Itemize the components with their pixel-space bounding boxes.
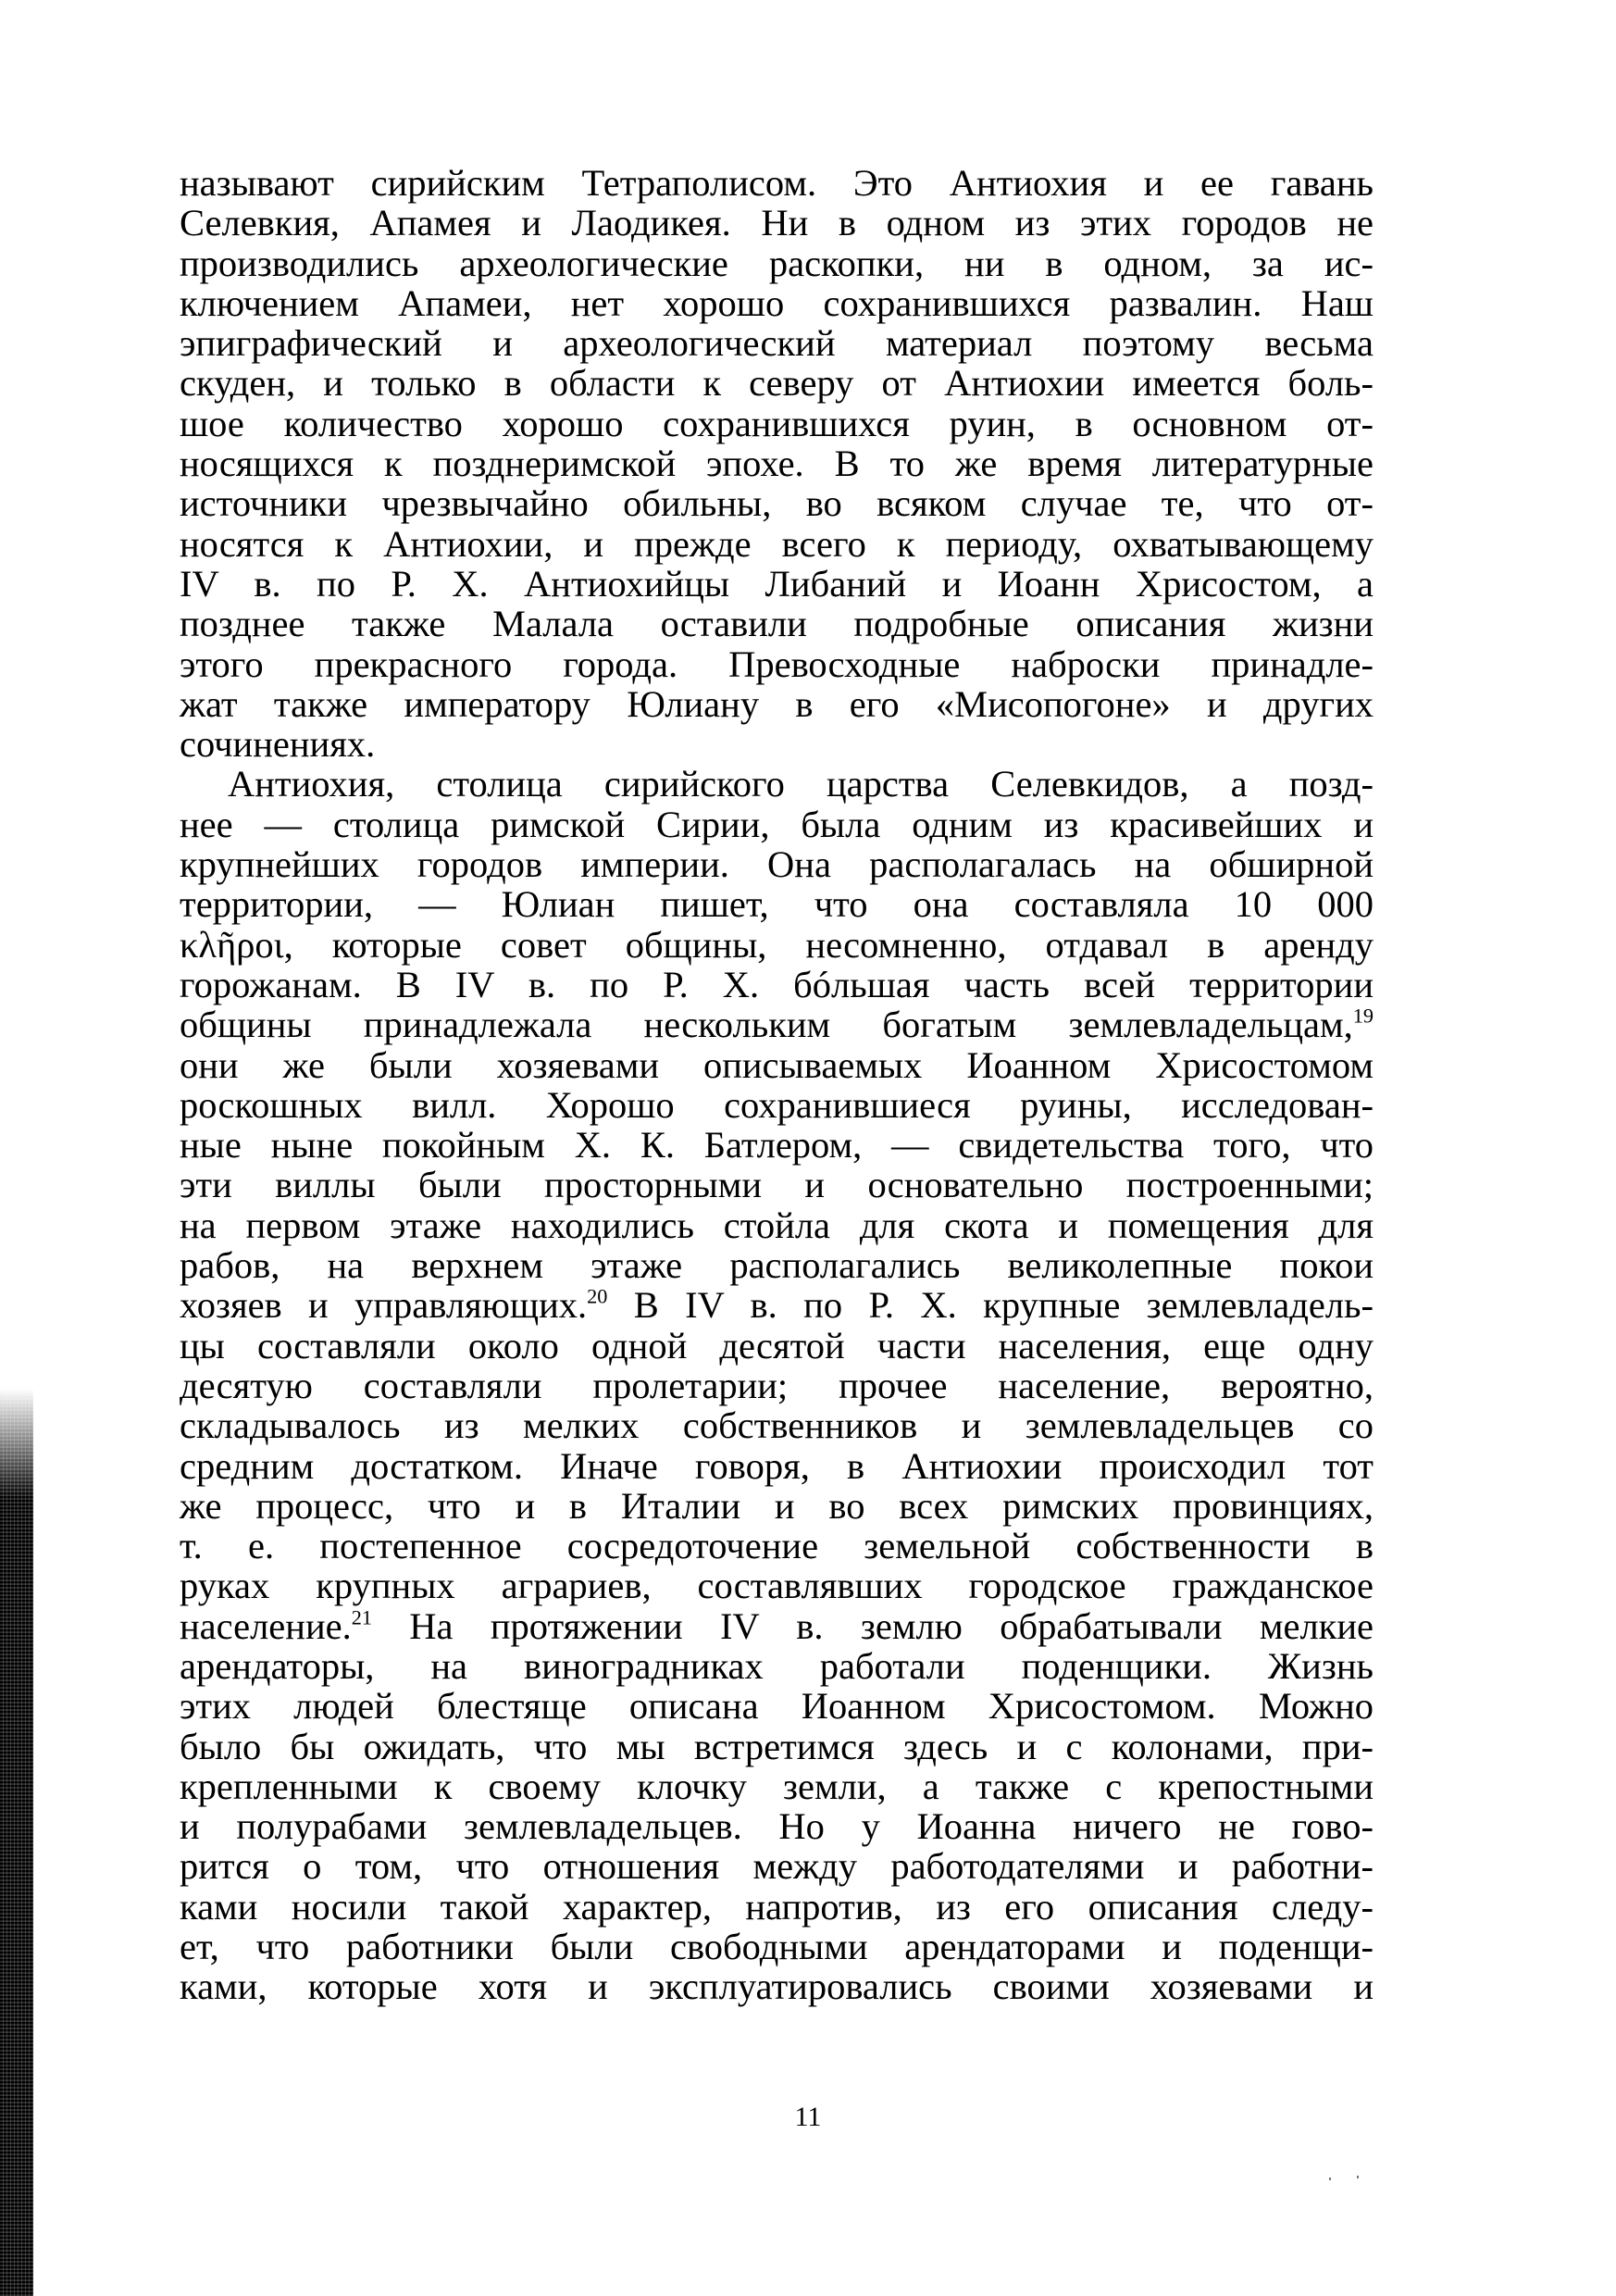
text-line: рится о том, что отношения между работодателями и работни-	[180, 1845, 1374, 1888]
text-line: позднее также Малала оставили подробные описания жизни	[180, 603, 1374, 645]
text-line: территории, — Юлиан пишет, что она составляла 10 000	[180, 883, 1374, 926]
scan-speck	[1329, 2177, 1331, 2180]
text-line: было бы ожидать, что мы встретимся здесь и с колонами, при-	[180, 1725, 1374, 1767]
text-line: IV в. по Р. Х. Антиохийцы Либаний и Иоанн Хрисостом, а	[180, 562, 1374, 605]
text-line-with-footnote	[180, 1606, 1374, 1646]
page-body	[180, 163, 1374, 2007]
paragraph-2	[180, 764, 1374, 2006]
text-segment: население.	[180, 1604, 352, 1647]
text-line: называют сирийским Тетраполисом. Это Антиохия и ее гавань	[180, 162, 1374, 204]
text-line: шое количество хорошо сохранившихся руин, в основном от-	[180, 402, 1374, 444]
text-line: носящихся к позднеримской эпохе. В то же время литературные	[180, 443, 1374, 485]
footnote-ref-20[interactable]: 20	[587, 1284, 608, 1308]
text-line: ет, что работники были свободными арендаторами и поденщи-	[180, 1926, 1374, 1968]
text-line: крупнейших городов империи. Она располагалась на обширной	[180, 843, 1374, 886]
text-line: скуден, и только в области к северу от Антиохии имеется боль-	[180, 362, 1374, 405]
text-line: крепленными к своему клочку земли, а также с крепостными	[180, 1765, 1374, 1807]
text-line: на первом этаже находились стойла для скота и помещения для	[180, 1204, 1374, 1246]
paragraph-1	[180, 163, 1374, 764]
text-line: ключением Апамеи, нет хорошо сохранившихся развалин. Наш	[180, 281, 1374, 324]
text-line: сочинениях.	[180, 723, 376, 766]
text-line-with-footnote	[180, 1004, 1374, 1044]
text-line: производились археологические раскопки, ни в одном, за ис-	[180, 242, 1374, 284]
text-line: и полурабами землевладельцев. Но у Иоанна ничего не гово-	[180, 1805, 1374, 1848]
scan-binding-edge	[0, 1389, 33, 2296]
scan-speck	[1357, 2176, 1359, 2178]
text-segment: хозяев и управляющих.	[180, 1284, 588, 1327]
text-line: κλῆροι, которые совет общины, несомненно, отдавал в аренду	[180, 923, 1374, 966]
text-segment: общины принадлежала нескольким богатым землевладельцам,	[180, 1004, 1353, 1046]
text-line: жат также императору Юлиану в его «Мисопогоне» и других	[180, 682, 1374, 725]
text-line: десятую составляли пролетарии; прочее население, вероятно,	[180, 1364, 1374, 1406]
text-line: же процесс, что и в Италии и во всех римских провинциях,	[180, 1484, 1374, 1527]
text-line: горожанам. В IV в. по Р. Х. бóльшая часть всей территории	[180, 963, 1374, 1005]
text-segment: В IV в. по Р. Х. крупные землевладель-	[607, 1284, 1374, 1327]
text-line: цы составляли около одной десятой части населения, еще одну	[180, 1324, 1374, 1366]
text-line: этого прекрасного города. Превосходные наброски принадле-	[180, 643, 1374, 685]
text-line: т. е. постепенное сосредоточение земельной собственности в	[180, 1525, 1374, 1567]
page-number: 11	[794, 2102, 822, 2132]
text-line: источники чрезвычайно обильны, во всяком случае те, что от-	[180, 482, 1374, 525]
text-line: руках крупных аграриев, составлявших городское гражданское	[180, 1565, 1374, 1607]
text-line: нее — столица римской Сирии, была одним из красивейших и	[180, 803, 1374, 845]
footnote-ref-19[interactable]: 19	[1352, 1004, 1374, 1028]
text-line: арендаторы, на виноградниках работали поденщики. Жизнь	[180, 1644, 1374, 1687]
text-line: ками носили такой характер, напротив, из его описания следу-	[180, 1885, 1374, 1928]
text-segment: На протяжении IV в. землю обрабатывали мелкие	[372, 1604, 1374, 1647]
text-line: роскошных вилл. Хорошо сохранившиеся руины, исследован-	[180, 1083, 1374, 1126]
text-line: носятся к Антиохии, и прежде всего к периоду, охватывающему	[180, 522, 1374, 565]
text-line: эпиграфический и археологический материал поэтому весьма	[180, 322, 1374, 365]
text-line: Селевкия, Апамея и Лаодикея. Ни в одном из этих городов не	[180, 202, 1374, 244]
text-line: средним достатком. Иначе говоря, в Антиохии происходил тот	[180, 1444, 1374, 1487]
footnote-ref-21[interactable]: 21	[351, 1605, 372, 1629]
text-line: эти виллы были просторными и основательно построенными;	[180, 1164, 1374, 1206]
text-line: складывалось из мелких собственников и землевладельцев со	[180, 1404, 1374, 1447]
text-line: этих людей блестяще описана Иоанном Хрисостомом. Можно	[180, 1685, 1374, 1728]
text-line: ками, которые хотя и эксплуатировались своими хозяевами и	[180, 1965, 1374, 2008]
text-line: Антиохия, столица сирийского царства Селевкидов, а позд-	[228, 763, 1374, 805]
text-line: рабов, на верхнем этаже располагались великолепные покои	[180, 1244, 1374, 1287]
text-line: они же были хозяевами описываемых Иоанном Хрисостомом	[180, 1043, 1374, 1086]
text-line: ные ныне покойным Х. К. Батлером, — свидетельства того, что	[180, 1124, 1374, 1167]
text-line-with-footnote	[180, 1285, 1374, 1325]
